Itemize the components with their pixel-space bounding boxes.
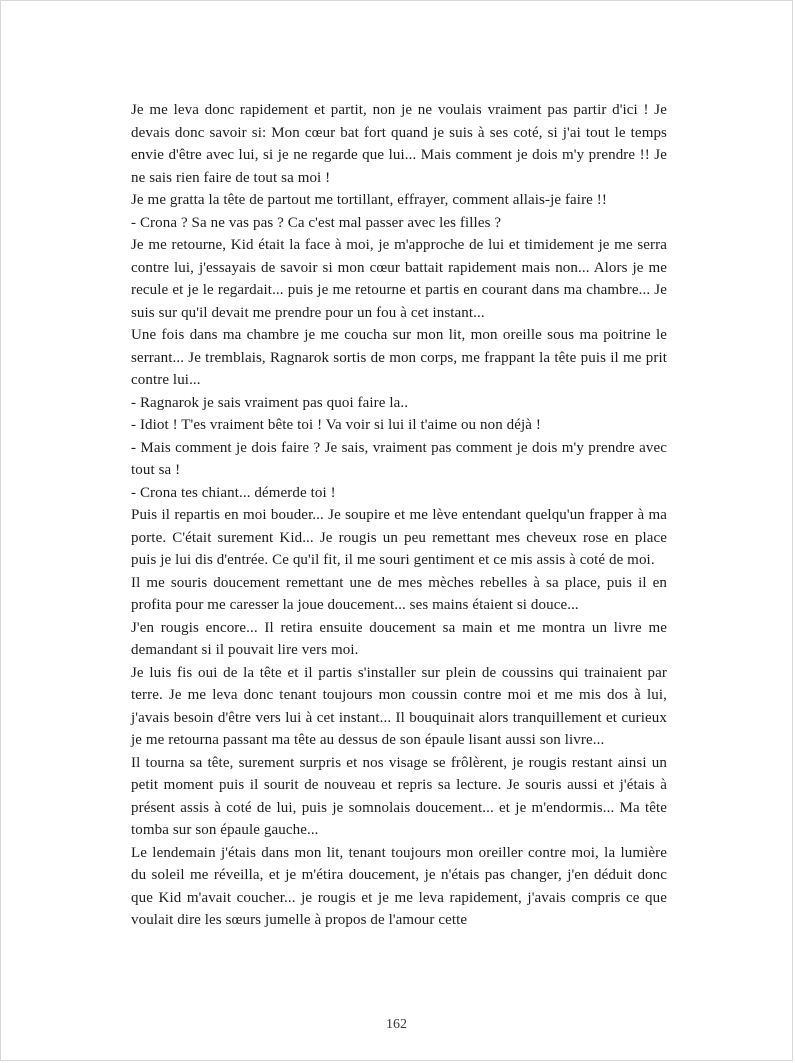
paragraph: J'en rougis encore... Il retira ensuite doucement sa main et me montra un livre me demandant si il pouvait lire vers moi. — [131, 619, 667, 658]
paragraph: - Crona ? Sa ne vas pas ? Ca c'est mal passer avec les filles ? — [131, 214, 502, 231]
paragraph: Puis il repartis en moi bouder... Je soupire et me lève entendant quelqu'un frapper à ma porte. C'était surement Kid... Je rougis un peu remettant mes cheveux rose en place puis je lui dis d'entrée. Ce qu'il fit, il me souri gentiment et ce mis assis à coté de moi. — [131, 507, 667, 568]
page-text — [131, 99, 667, 932]
paragraph: Le lendemain j'étais dans mon lit, tenant toujours mon oreiller contre moi, la lumière du soleil me réveilla, et je m'étira doucement, je n'étais pas changer, j'en déduit donc que Kid m'avait coucher... je rougis et je me leva rapidement, j'avais compris ce que voulait dire les sœurs jumelle à propos de l'amour cette — [131, 844, 667, 928]
paragraph: Une fois dans ma chambre je me coucha sur mon lit, mon oreille sous ma poitrine le serrant... Je tremblais, Ragnarok sortis de mon corps, me frappant la tête puis il me prit contre lui... — [131, 327, 667, 388]
paragraph: - Ragnarok je sais vraiment pas quoi faire la.. — [131, 394, 409, 411]
paragraph: - Idiot ! T'es vraiment bête toi ! Va voir si lui il t'aime ou non déjà ! — [131, 417, 541, 433]
paragraph: Il tourna sa tête, surement surpris et nos visage se frôlèrent, je rougis restant ainsi un petit moment puis il sourit de nouveau et repris sa lecture. Je souris aussi et j'étais à présent assis à coté de lui, puis je somnolais doucement... et je m'endormis... Ma tête tomba sur son épaule gauche... — [131, 754, 667, 838]
page-number: 162 — [386, 1017, 407, 1032]
paragraph: Je me gratta la tête de partout me tortillant, effrayer, comment allais-je faire !! — [131, 192, 607, 208]
paragraph: Je me leva donc rapidement et partit, non je ne voulais vraiment pas partir d'ici ! Je devais donc savoir si: Mon cœur bat fort quand je suis à ses coté, si j'ai tout le temps envie d'être avec lui, si je ne regarde que lui... Mais comment je dois m'y prendre !! Je ne sais rien faire de tout sa moi ! — [131, 102, 667, 186]
paragraph: Il me souris doucement remettant une de mes mèches rebelles à sa place, puis il en profita pour me caresser la joue doucement... ses mains étaient si douce... — [131, 574, 667, 613]
paragraph: Je luis fis oui de la tête et il partis s'installer sur plein de coussins qui trainaient par terre. Je me leva donc tenant toujours mon coussin contre moi et me mis dos à lui, j'avais besoin d'être vers lui à cet instant... Il bouquinait alors tranquillement et curieux je me retourna passant ma tête au dessus de son épaule lisant aussi son livre... — [131, 664, 667, 748]
paragraph: Je me retourne, Kid était la face à moi, je m'approche de lui et timidement je me serra contre lui, j'essayais de savoir si mon cœur battait rapidement mais non... Alors je me recule et je le regardait... puis je me retourne et partis en courant dans ma chambre... Je suis sur qu'il devait me prendre pour un fou à cet instant... — [131, 237, 667, 321]
paragraph: - Mais comment je dois faire ? Je sais, vraiment pas comment je dois m'y prendre avec tout sa ! — [131, 439, 667, 478]
paragraph: - Crona tes chiant... démerde toi ! — [131, 484, 336, 501]
